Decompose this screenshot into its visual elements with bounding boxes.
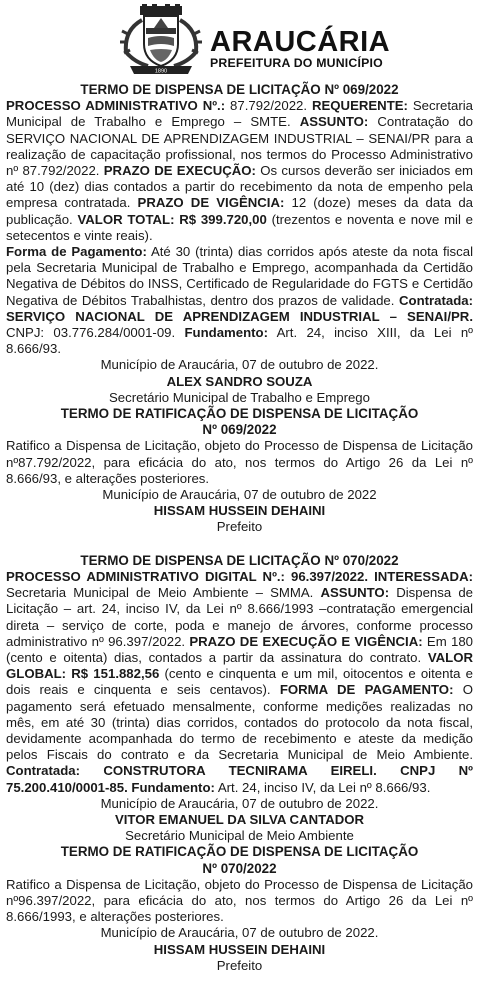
value-prazo-execucao: Os cursos deverão ser iniciados em até 10 (dez) dias contados a partir do recebimento da nota de empenho pela empresa contratada. [6, 163, 474, 211]
ratification-069 [6, 406, 473, 536]
ratification-body: Ratifico a Dispensa de Licitação, objeto do Processo de Dispensa de Licitação nº96.397/2022, para eficácia do ato, nos termos do Artigo 26 da Lei nº 8.666/1993, e alterações posteriores. [6, 876, 473, 925]
header [6, 0, 473, 82]
notice-paragraph [6, 569, 473, 796]
ratification-number: Nº 069/2022 [202, 422, 277, 438]
label-prazo-execucao: PRAZO DE EXECUÇÃO: [103, 163, 256, 179]
value-assunto: Dispensa de Licitação – art. 24, inciso IV, da Lei nº 8.666/1993 –contratação emergencial direta – serviço de corte, poda e manejo de árvores, conforme processo administrativo nº 96.397/2022. [6, 585, 473, 649]
ratification-body: Ratifico a Dispensa de Licitação, objeto do Processo de Dispensa de Licitação nº87.792/2022, para eficácia do ato, nos termos do Artigo 26 da Lei nº 8.666/93, e alterações posteriores. [6, 438, 473, 486]
value-requerente: Secretaria Municipal de Trabalho e Emprego – SMTE. [6, 98, 473, 130]
label-forma-pagamento: FORMA DE PAGAMENTO: [279, 682, 454, 698]
crest-year: 1890 [154, 68, 168, 75]
ratification-number: Nº 070/2022 [202, 860, 277, 876]
value-valor-global: (cento e cinquenta e um mil, oitocentos e oitenta e dois reais e cinquenta e seis centavos). [6, 666, 473, 698]
notice-paragraph-payment [6, 244, 473, 357]
section-spacer [6, 536, 473, 553]
place-date: Município de Araucária, 07 de outubro de 2022. [100, 925, 379, 941]
brand-subtitle: PREFEITURA DO MUNICÍPIO [210, 56, 383, 70]
signer-role: Secretário Municipal de Meio Ambiente [125, 828, 354, 844]
notice-title: TERMO DE DISPENSA DE LICITAÇÃO Nº 070/2022 [80, 552, 399, 568]
ratification-070 [6, 844, 473, 974]
notice-title: TERMO DE DISPENSA DE LICITAÇÃO Nº 069/2022 [80, 82, 399, 97]
brand-name: ARAUCÁRIA [210, 26, 391, 58]
gazette-page [6, 0, 473, 974]
label-assunto: ASSUNTO: [320, 585, 390, 601]
brand-block [210, 28, 390, 70]
label-assunto: ASSUNTO: [299, 114, 369, 130]
value-prazo-vigencia: 12 (doze) meses da data da publicação. [6, 195, 473, 227]
label-valor-total: VALOR TOTAL: R$ 399.720,00 [77, 211, 267, 227]
signer-name: HISSAM HUSSEIN DEHAINI [153, 941, 326, 957]
label-fundamento: Fundamento: [184, 325, 268, 341]
value-fundamento: Art. 24, inciso IV, da Lei nº 8.666/93. [214, 779, 431, 795]
signer-name: VITOR EMANUEL DA SILVA CANTADOR [114, 811, 365, 827]
value-prazo: Em 180 (cento e oitenta) dias, contados a partir da assinatura do contrato. [6, 633, 473, 665]
label-valor-global: VALOR GLOBAL: R$ 151.882,56 [6, 649, 473, 682]
value-valor-total: (trezentos e noventa e nove mil e setecentos e vinte reais). [6, 211, 473, 243]
ratification-title: TERMO DE RATIFICAÇÃO DE DISPENSA DE LICITAÇÃO [60, 406, 419, 422]
label-contratada: Contratada: SERVIÇO NACIONAL DE APRENDIZAGEM INDUSTRIAL – SENAI/PR. [6, 292, 473, 324]
value-processo: 87.792/2022. [225, 98, 312, 114]
label-forma-pagamento: Forma de Pagamento: [6, 244, 147, 260]
signer-role: Prefeito [216, 519, 263, 535]
label-prazo-vigencia: PRAZO DE VIGÊNCIA: [137, 195, 285, 211]
signer-name: HISSAM HUSSEIN DEHAINI [153, 503, 326, 519]
label-requerente: REQUERENTE: [311, 98, 408, 114]
signer-role: Prefeito [216, 957, 263, 973]
place-date: Município de Araucária, 07 de outubro de 2022. [100, 795, 379, 811]
label-prazo: PRAZO DE EXECUÇÃO E VIGÊNCIA: [189, 633, 423, 649]
label-processo-interessada: PROCESSO ADMINISTRATIVO DIGITAL Nº.: 96.397/2022. INTERESSADA: [6, 568, 473, 584]
value-interessada: Secretaria Municipal de Meio Ambiente – SMMA. [6, 585, 321, 601]
place-date: Município de Araucária, 07 de outubro de 2022. [100, 357, 379, 373]
signer-role: Secretário Municipal de Trabalho e Emprego [109, 389, 370, 405]
municipal-crest-icon [118, 4, 204, 76]
dispensa-notice-069 [6, 82, 473, 406]
value-assunto: Contratação do SERVIÇO NACIONAL DE APRENDIZAGEM INDUSTRIAL – SENAI/PR para a realização de capacitação profissional, nos termos do Processo Administrativo nº 87.792/2022. [6, 114, 473, 179]
ratification-title: TERMO DE RATIFICAÇÃO DE DISPENSA DE LICITAÇÃO [60, 844, 419, 860]
label-contratada-fundamento: Contratada: CONSTRUTORA TECNIRAMA EIRELI. CNPJ Nº 75.200.410/0001-85. Fundamento: [6, 763, 473, 795]
value-cnpj: CNPJ: 03.776.284/0001-09. [6, 325, 185, 341]
value-fundamento: Art. 24, inciso XIII, da Lei nº 8.666/93. [6, 325, 473, 357]
signer-name: ALEX SANDRO SOUZA [166, 373, 313, 389]
value-forma-pagamento: O pagamento será efetuado mensalmente, conforme medições realizadas no mês, em até 30 (trinta) dias corridos, contados do protocolo da nota fiscal, devidamente acompanhada do termo de recebimento e ateste da medição pelos Fiscais do contrato e da Secretaria Municipal de Meio Ambiente. [6, 682, 473, 763]
dispensa-notice-070 [6, 553, 473, 845]
notice-paragraph [6, 98, 473, 244]
label-processo: PROCESSO ADMINISTRATIVO Nº.: [6, 98, 226, 114]
place-date: Município de Araucária, 07 de outubro de 2022 [102, 487, 377, 503]
value-forma-pagamento: Até 30 (trinta) dias corridos após ateste da nota fiscal pela Secretaria Municipal de Trabalho e Emprego, acompanhada da Certidão Negativa de Débitos do INSS, Certificado de Regularidade do FGTS e Certidão Negativa de Débitos Trabalhistas, dentro dos prazos de validade. [6, 244, 473, 308]
